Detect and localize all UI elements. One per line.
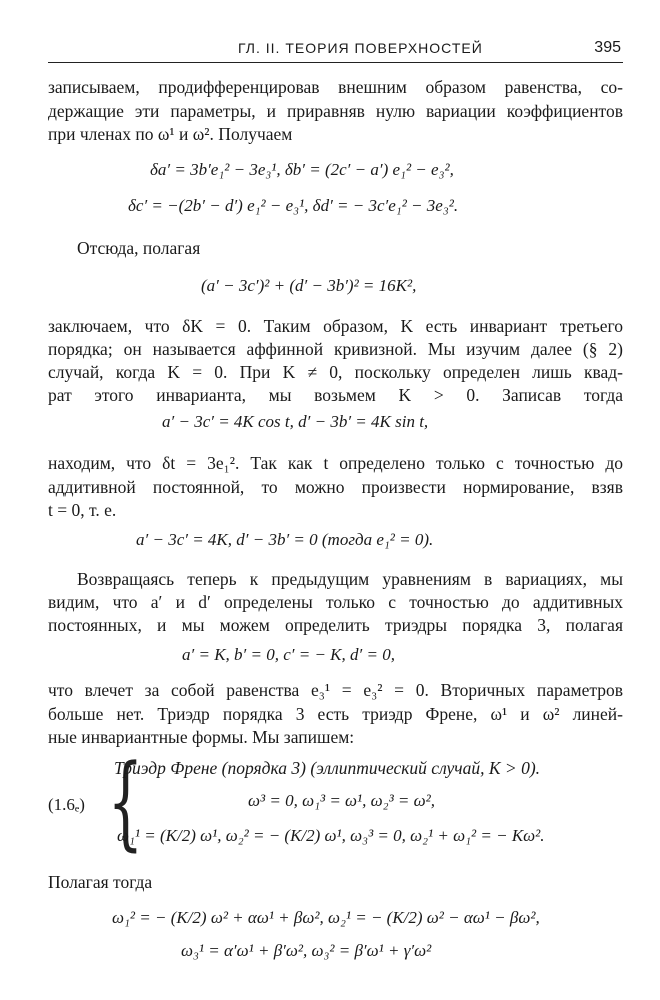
text-line: рат этого инварианта, мы возьмем K > 0. Записав тогда	[48, 385, 623, 405]
text-line: держащие эти параметры, и приравняв нулю вариации коэффициентов	[48, 101, 623, 121]
formula-variation-line2: δc′ = −(2b′ − d′) e₁² − e₃¹, δd′ = − 3c′e₁² − 3e₃².	[128, 196, 459, 215]
text-line: при членах по ω¹ и ω². Получаем	[48, 124, 293, 144]
running-header	[48, 38, 623, 63]
chapter-title: ГЛ. II. ТЕОРИЯ ПОВЕРХНОСТЕЙ	[238, 40, 483, 56]
formula-normalization: a′ − 3c′ = 4K, d′ − 3b′ = 0 (тогда e₁² = 0).	[136, 530, 434, 549]
text-line: случай, когда K = 0. При K ≠ 0, поскольку определен лишь квад-	[48, 362, 623, 382]
page-number: 395	[594, 39, 621, 56]
text-line: Отсюда, полагая	[77, 238, 201, 258]
text-line: t = 0, т. е.	[48, 500, 117, 520]
text-line: аддитивной постоянной, то можно произвести нормирование, взяв	[48, 477, 623, 497]
text-line: что влечет за собой равенства e₃¹ = e₃² = 0. Вторичных параметров	[48, 680, 623, 700]
text-line: Возвращаясь теперь к предыдущим уравнениям в вариациях, мы	[77, 569, 623, 589]
text-line: заключаем, что δK = 0. Таким образом, K есть инвариант третьего	[48, 316, 623, 336]
text-line: Полагая тогда	[48, 872, 153, 892]
text-line: записываем, продифференцировав внешним образом равенства, со-	[48, 77, 623, 97]
text-line: находим, что δt = 3e₁². Так как t определено только с точностью до	[48, 453, 623, 473]
left-brace: {	[107, 743, 144, 862]
text-line: больше нет. Триэдр порядка 3 есть триэдр Френе, ω¹ и ω² линей-	[48, 704, 623, 724]
formula-cos-sin: a′ − 3c′ = 4K cos t, d′ − 3b′ = 4K sin t,	[162, 412, 429, 431]
formula-triedr-params: a′ = K, b′ = 0, c′ = − K, d′ = 0,	[182, 645, 395, 664]
formula-variation-line1: δa′ = 3b′e₁² − 3e₃¹, δb′ = (2c′ − a′) e₁² − e₃²,	[150, 160, 454, 179]
formula-system-line2: ω₁¹ = (K/2) ω¹, ω₂² = − (K/2) ω¹, ω₃³ = 0, ω₂¹ + ω₁² = − Kω².	[117, 826, 545, 845]
text-line: порядка; он называется аффинной кривизной. Мы изучим далее (§ 2)	[48, 339, 623, 359]
equation-number: (1.6ₑ)	[48, 795, 85, 814]
formula-curvature: (a′ − 3c′)² + (d′ − 3b′)² = 16K²,	[201, 276, 417, 295]
formula-connection-line2: ω₃¹ = α′ω¹ + β′ω², ω₃² = β′ω¹ + γ′ω²	[181, 941, 432, 960]
frenet-triedr-title: Триэдр Френе (порядка 3) (эллиптический случай, K > 0).	[114, 758, 541, 778]
text-line: ные инвариантные формы. Мы запишем:	[48, 727, 355, 747]
formula-connection-line1: ω₁² = − (K/2) ω² + αω¹ + βω², ω₂¹ = − (K/2) ω² − αω¹ − βω²,	[112, 908, 540, 927]
formula-system-line1: ω³ = 0, ω₁³ = ω¹, ω₂³ = ω²,	[248, 791, 435, 810]
text-line: постоянных, и мы можем определить триэдры порядка 3, полагая	[48, 615, 623, 635]
text-line: видим, что a′ и d′ определены только с точностью до аддитивных	[48, 592, 623, 612]
